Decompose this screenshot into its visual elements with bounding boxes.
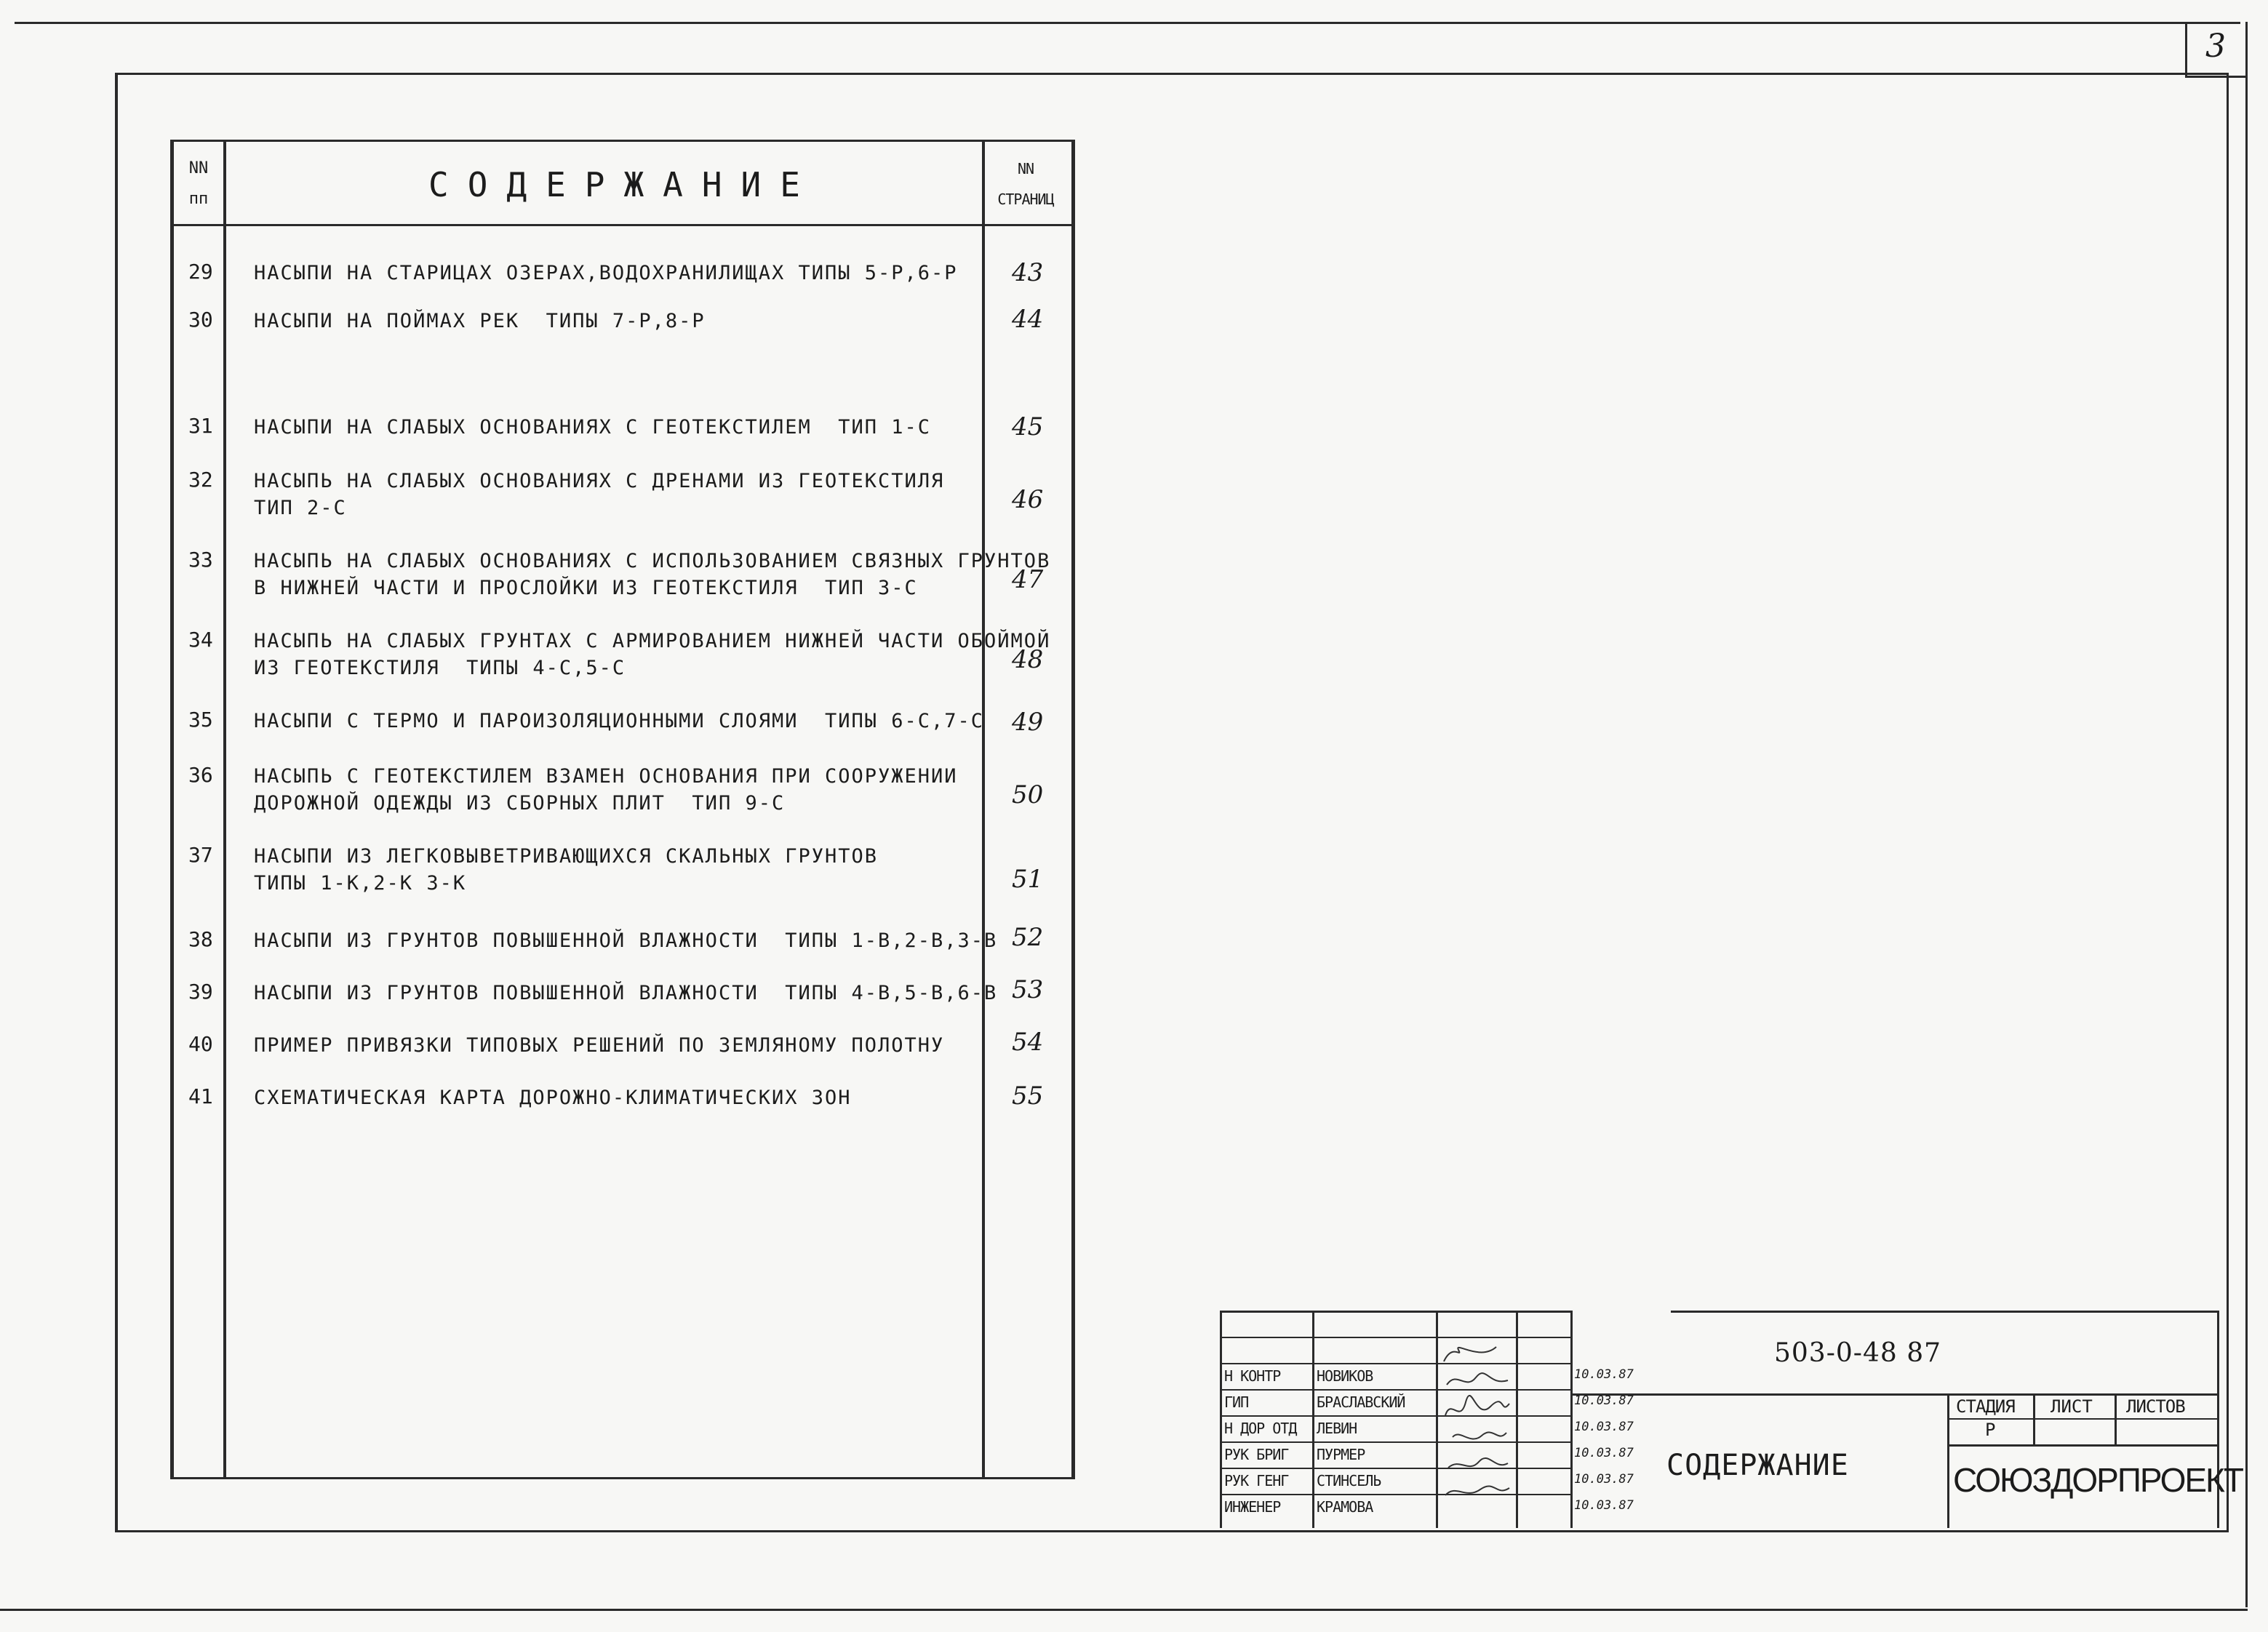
signatory-date: 10.03.87 xyxy=(1574,1367,1634,1382)
organization-name: СОЮЗДОРПРОЕКТ xyxy=(1953,1461,2243,1499)
sheets-label: ЛИСТОВ xyxy=(2126,1396,2185,1417)
row-number: 36 xyxy=(188,763,213,787)
row-page: 54 xyxy=(1012,1028,1044,1057)
row-title: НАСЫПИ НА СТАРИЦАХ ОЗЕРАХ,ВОДОХРАНИЛИЩАХ ТИПЫ 5-Р,6-Р xyxy=(254,262,958,284)
contents-table xyxy=(170,140,1075,1479)
page-column-header: NN СТРАНИЦ xyxy=(997,160,1054,208)
num-column-header: NN пп xyxy=(188,159,209,208)
signatory-date: 10.03.87 xyxy=(1574,1498,1634,1513)
row-number: 29 xyxy=(188,260,213,284)
sheet-title: СОДЕРЖАНИЕ xyxy=(1666,1449,1849,1482)
row-number: 30 xyxy=(188,308,213,332)
signatory-name: КРАМОВА xyxy=(1317,1498,1373,1516)
signatory-date: 10.03.87 xyxy=(1574,1420,1634,1434)
row-page: 49 xyxy=(1012,708,1044,737)
signatory-name: СТИНСЕЛЬ xyxy=(1317,1472,1381,1489)
sheet-number: 3 xyxy=(2205,28,2226,65)
signatory-date: 10.03.87 xyxy=(1574,1393,1634,1408)
row-title: НАСЫПЬ С ГЕОТЕКСТИЛЕМ ВЗАМЕН ОСНОВАНИЯ ПРИ СООРУЖЕНИИ xyxy=(254,765,958,788)
row-number: 32 xyxy=(188,468,213,492)
signatory-date: 10.03.87 xyxy=(1574,1446,1634,1460)
row-page: 50 xyxy=(1012,780,1044,809)
row-title: НАСЫПЬ НА СЛАБЫХ ОСНОВАНИЯХ С ИСПОЛЬЗОВАНИЕМ СВЯЗНЫХ ГРУНТОВ xyxy=(254,550,1051,572)
signatory-role: РУК ГЕНГ xyxy=(1224,1472,1289,1489)
stage-label: СТАДИЯ xyxy=(1956,1396,2015,1417)
signatory-name: НОВИКОВ xyxy=(1317,1367,1373,1385)
row-page: 46 xyxy=(1012,485,1044,514)
row-number: 38 xyxy=(188,927,213,951)
row-title: ТИП 2-С xyxy=(254,497,347,519)
row-title: НАСЫПИ С ТЕРМО И ПАРОИЗОЛЯЦИОННЫМИ СЛОЯМИ ТИПЫ 6-С,7-С xyxy=(254,710,985,732)
col-divider-page xyxy=(982,142,985,1477)
row-number: 35 xyxy=(188,708,213,732)
row-title: В НИЖНЕЙ ЧАСТИ И ПРОСЛОЙКИ ИЗ ГЕОТЕКСТИЛЯ ТИП 3-С xyxy=(254,577,918,599)
row-page: 52 xyxy=(1012,923,1044,952)
header-divider xyxy=(174,224,1071,226)
row-page: 44 xyxy=(1012,305,1044,334)
row-title: СХЕМАТИЧЕСКАЯ КАРТА ДОРОЖНО-КЛИМАТИЧЕСКИХ ЗОН xyxy=(254,1087,852,1109)
row-number: 33 xyxy=(188,548,213,572)
row-number: 41 xyxy=(188,1084,213,1108)
sheet-bottom-edge xyxy=(0,1609,2248,1611)
signatory-role: ГИП xyxy=(1224,1393,1249,1411)
sheet-right-edge xyxy=(2245,22,2248,1607)
row-page: 51 xyxy=(1012,865,1044,894)
sheet-label: ЛИСТ xyxy=(2051,1396,2093,1417)
row-title: НАСЫПИ НА СЛАБЫХ ОСНОВАНИЯХ С ГЕОТЕКСТИЛЕМ ТИП 1-С xyxy=(254,416,932,439)
row-number: 34 xyxy=(188,628,213,652)
row-page: 43 xyxy=(1012,258,1044,287)
row-title: ДОРОЖНОЙ ОДЕЖДЫ ИЗ СБОРНЫХ ПЛИТ ТИП 9-С xyxy=(254,792,786,815)
row-title: ИЗ ГЕОТЕКСТИЛЯ ТИПЫ 4-С,5-С xyxy=(254,657,626,679)
stage-value: Р xyxy=(1985,1420,1996,1440)
row-title: НАСЫПЬ НА СЛАБЫХ ГРУНТАХ С АРМИРОВАНИЕМ НИЖНЕЙ ЧАСТИ ОБОЙМОЙ xyxy=(254,630,1051,652)
row-page: 47 xyxy=(1012,565,1044,594)
document-code: 503-0-48 87 xyxy=(1774,1338,1942,1368)
row-page: 45 xyxy=(1012,412,1044,441)
signatures-image xyxy=(1438,1340,1515,1527)
signatory-role: Н КОНТР xyxy=(1224,1367,1281,1385)
row-title: НАСЫПИ ИЗ ЛЕГКОВЫВЕТРИВАЮЩИХСЯ СКАЛЬНЫХ ГРУНТОВ xyxy=(254,845,879,868)
row-title: ПРИМЕР ПРИВЯЗКИ ТИПОВЫХ РЕШЕНИЙ ПО ЗЕМЛЯНОМУ ПОЛОТНУ xyxy=(254,1034,945,1057)
signatory-name: ПУРМЕР xyxy=(1317,1446,1365,1463)
row-title: НАСЫПИ ИЗ ГРУНТОВ ПОВЫШЕННОЙ ВЛАЖНОСТИ ТИПЫ 4-В,5-В,6-В xyxy=(254,982,998,1004)
row-number: 37 xyxy=(188,843,213,867)
title-block xyxy=(1220,1311,2243,1528)
row-title: НАСЫПИ ИЗ ГРУНТОВ ПОВЫШЕННОЙ ВЛАЖНОСТИ ТИПЫ 1-В,2-В,3-В xyxy=(254,929,998,952)
signatory-name: БРАСЛАВСКИЙ xyxy=(1317,1393,1405,1411)
row-number: 31 xyxy=(188,414,213,438)
sheet-top-edge xyxy=(15,22,2240,24)
signatory-role: ИНЖЕНЕР xyxy=(1224,1498,1281,1516)
signatory-date: 10.03.87 xyxy=(1574,1472,1634,1487)
row-title: НАСЫПЬ НА СЛАБЫХ ОСНОВАНИЯХ С ДРЕНАМИ ИЗ ГЕОТЕКСТИЛЯ xyxy=(254,470,945,492)
row-number: 39 xyxy=(188,980,213,1004)
col-divider-num xyxy=(223,142,226,1477)
row-number: 40 xyxy=(188,1032,213,1056)
row-page: 48 xyxy=(1012,645,1044,674)
row-title: НАСЫПИ НА ПОЙМАХ РЕК ТИПЫ 7-Р,8-Р xyxy=(254,310,706,332)
signatory-role: Н ДОР ОТД xyxy=(1224,1420,1297,1437)
row-page: 53 xyxy=(1012,975,1044,1004)
signatory-role: РУК БРИГ xyxy=(1224,1446,1289,1463)
row-page: 55 xyxy=(1012,1081,1044,1111)
signatory-name: ЛЕВИН xyxy=(1317,1420,1357,1437)
contents-title: СОДЕРЖАНИЕ xyxy=(428,165,819,204)
row-title: ТИПЫ 1-К,2-К 3-К xyxy=(254,872,467,895)
